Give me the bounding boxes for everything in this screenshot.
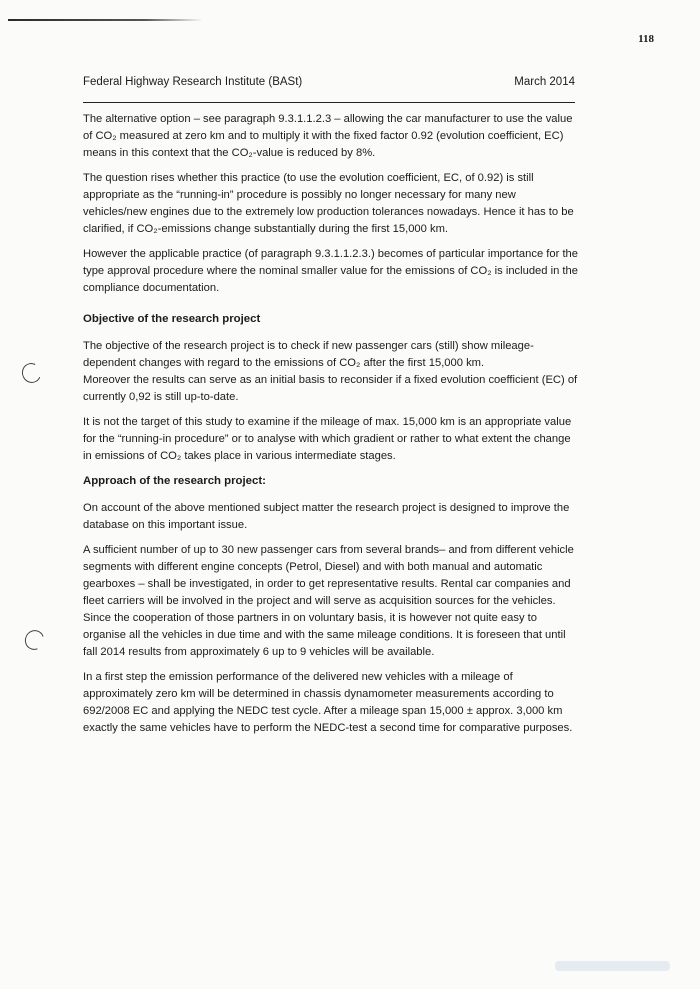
header-date: March 2014 [514, 76, 575, 88]
page-header [83, 76, 575, 88]
heading-approach: Approach of the research project: [83, 475, 266, 487]
punch-hole-mark [22, 627, 48, 653]
scan-artifact-line [8, 19, 203, 21]
paragraph-objective-target: It is not the target of this study to examine if the mileage of max. 15,000 km is an appropriate value for the “running-in procedure” or to analyse with which gradient or rather to what extent the change in emissions of CO₂ takes place in various intermediate stages. [83, 416, 572, 462]
document-body [83, 111, 579, 745]
paragraph-alternative-option: The alternative option – see paragraph 9.3.1.1.2.3 – allowing the car manufacturer to use the value of CO₂ measured at zero km and to multiply it with the fixed factor 0.92 (evolution coefficient, EC) means in this context that the CO₂-value is reduced by 8%. [83, 113, 573, 159]
paragraph-approach-vehicles: A sufficient number of up to 30 new passenger cars from several brands– and from different vehicle segments with different engine concepts (Petrol, Diesel) and with both manual and automatic gearboxes – shall be investigated, in order to get representative results. Rental car companies and fleet carriers will be involved in the project and will serve as acquisition sources for the vehicles. Since the cooperation of those partners in on voluntary basis, it is however not quite easy to organise all the vehicles in due time and with the same mileage conditions. It is foreseen that until fall 2014 results from approximately 6 up to 9 vehicles will be available. [83, 544, 574, 658]
page-number: 118 [638, 33, 654, 45]
scan-artifact-smudge [555, 961, 670, 971]
paragraph-question: The question rises whether this practice (to use the evolution coefficient, EC, of 0.92) is still appropriate as the “running-in” procedure is possibly no longer necessary for many new vehicles/new engines due to the extremely low production tolerances nowadays. Hence it has to be clarified, if CO₂-emissions change substantially during the first 15,000 km. [83, 172, 574, 235]
heading-objective: Objective of the research project [83, 313, 261, 325]
paragraph-approach-first-step: In a first step the emission performance of the delivered new vehicles with a mileage of approximately zero km will be determined in chassis dynamometer measurements according to 692/2008 EC and applying the NEDC test cycle. After a mileage span 15,000 ± approx. 3,000 km exactly the same vehicles have to perform the NEDC-test a second time for comparative purposes. [83, 671, 573, 734]
paragraph-applicable-practice: However the applicable practice (of paragraph 9.3.1.1.2.3.) becomes of particular importance for the type approval procedure where the nominal smaller value for the emissions of CO₂ is included in the compliance documentation. [83, 248, 579, 294]
paragraph-objective: The objective of the research project is to check if new passenger cars (still) show mileage-dependent changes with regard to the emissions of CO₂ after the first 15,000 km. [83, 340, 534, 369]
header-institute: Federal Highway Research Institute (BASt) [83, 76, 303, 88]
paragraph-approach-database: On account of the above mentioned subject matter the research project is designed to improve the database on this important issue. [83, 502, 570, 531]
header-divider [83, 102, 575, 103]
punch-hole-mark [19, 360, 44, 385]
paragraph-objective-moreover: Moreover the results can serve as an initial basis to reconsider if a fixed evolution coefficient (EC) of currently 0,92 is still up-to-date. [83, 374, 578, 403]
